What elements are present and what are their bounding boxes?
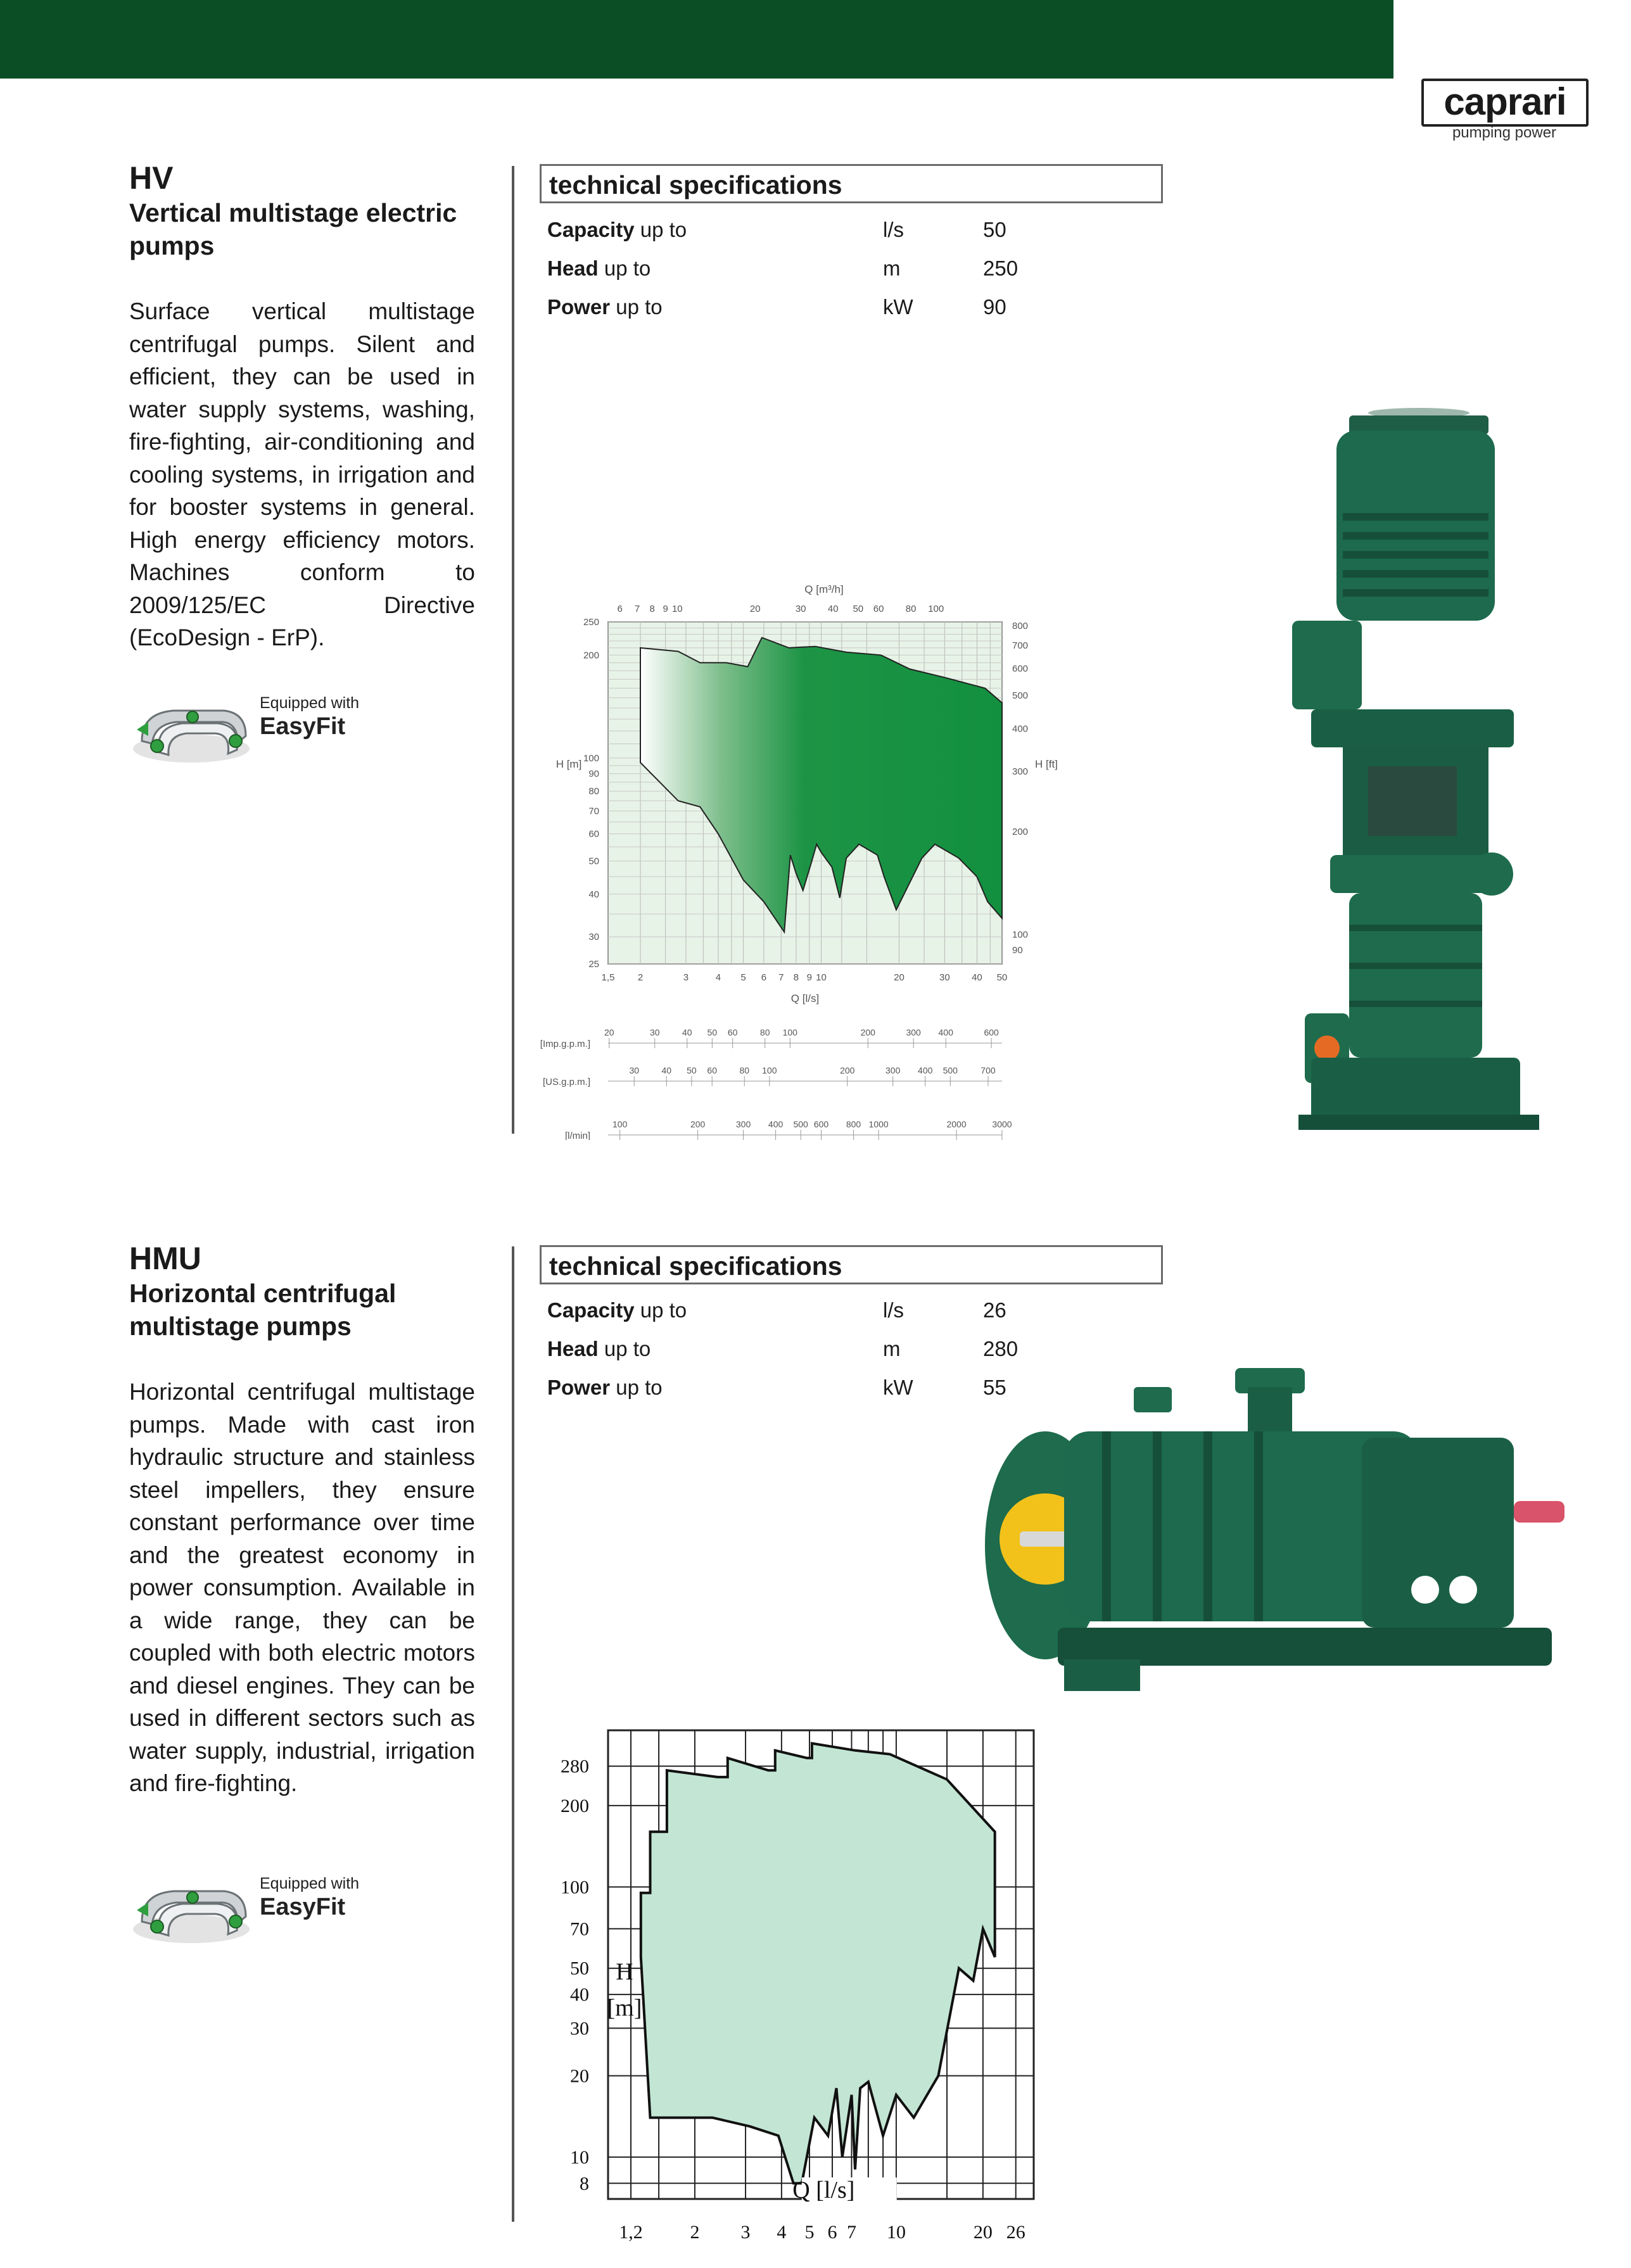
aux-tick-label: 60 bbox=[707, 1065, 717, 1075]
aux-tick-label: 600 bbox=[813, 1119, 829, 1129]
x-tick-label: 7 bbox=[778, 972, 784, 983]
spec-suffix: up to bbox=[598, 257, 651, 280]
x-tick-label: 9 bbox=[806, 972, 812, 983]
aux-tick-label: 60 bbox=[727, 1027, 738, 1037]
x-tick-label: 10 bbox=[816, 972, 827, 983]
y-tick-label: 70 bbox=[588, 806, 599, 817]
badge-caption: Equipped with bbox=[260, 1875, 360, 1892]
hv-performance-chart bbox=[519, 570, 1178, 1140]
x-tick-label: 3 bbox=[683, 972, 689, 983]
hv-model-name: HV bbox=[129, 160, 174, 196]
top-tick-label: 7 bbox=[634, 604, 640, 614]
x-tick-label: 10 bbox=[886, 2222, 906, 2243]
aux-tick-label: 400 bbox=[768, 1119, 784, 1129]
y-tick-label: 100 bbox=[583, 752, 599, 764]
y-tick-label: 8 bbox=[580, 2173, 589, 2195]
top-tick-label: 20 bbox=[749, 604, 761, 614]
top-tick-label: 100 bbox=[928, 604, 944, 614]
aux-tick-label: 500 bbox=[942, 1065, 958, 1075]
y-tick-label: 250 bbox=[583, 617, 599, 628]
spec-unit: kW bbox=[883, 295, 913, 319]
horizontal-pump-photo bbox=[969, 1362, 1583, 1716]
x-axis-title: Q [l/s] bbox=[792, 2177, 855, 2203]
aux-tick-label: 100 bbox=[762, 1065, 777, 1075]
spec-label: Power bbox=[547, 295, 611, 319]
aux-tick-label: 700 bbox=[981, 1065, 996, 1075]
hmu-spec-capacity bbox=[547, 1298, 1117, 1330]
header-band bbox=[0, 0, 1393, 79]
aux-tick-label: 30 bbox=[649, 1027, 660, 1037]
hmu-easyfit-badge bbox=[129, 1873, 395, 1949]
spec-suffix: up to bbox=[610, 295, 663, 319]
aux-tick-label: 50 bbox=[707, 1027, 718, 1037]
y-tick-label: 40 bbox=[570, 1984, 589, 2006]
x-tick-label: 4 bbox=[715, 972, 721, 983]
aux-tick-label: 800 bbox=[846, 1119, 861, 1129]
aux-tick-label: 400 bbox=[918, 1065, 933, 1075]
x-tick-label: 4 bbox=[777, 2222, 787, 2243]
top-tick-label: 30 bbox=[795, 604, 806, 614]
top-axis-title: Q [m³/h] bbox=[804, 583, 844, 595]
spec-unit: m bbox=[883, 1337, 901, 1360]
aux-tick-label: 100 bbox=[782, 1027, 797, 1037]
aux-tick-label: 80 bbox=[739, 1065, 750, 1075]
spec-title: technical specifications bbox=[549, 170, 842, 200]
top-tick-label: 80 bbox=[905, 604, 917, 614]
hv-spec-power bbox=[547, 295, 1117, 327]
y-axis-unit: [m] bbox=[607, 1994, 642, 2022]
aux-tick-label: 200 bbox=[840, 1065, 855, 1075]
y2-tick-label: 800 bbox=[1012, 620, 1029, 631]
aux-tick-label: 600 bbox=[984, 1027, 999, 1037]
spec-label: Capacity bbox=[547, 218, 635, 241]
x-tick-label: 20 bbox=[894, 972, 904, 983]
spec-value: 26 bbox=[983, 1298, 1006, 1322]
y-tick-label: 10 bbox=[570, 2146, 589, 2168]
y-tick-label: 50 bbox=[588, 856, 599, 867]
x-tick-label: 5 bbox=[740, 972, 746, 983]
aux-tick-label: 50 bbox=[687, 1065, 697, 1075]
aux-tick-label: 300 bbox=[735, 1119, 751, 1129]
aux-tick-label: 300 bbox=[885, 1065, 901, 1075]
spec-unit: l/s bbox=[883, 1298, 904, 1322]
spec-label: Power bbox=[547, 1376, 611, 1399]
top-tick-label: 10 bbox=[671, 604, 683, 614]
hv-subtitle: Vertical multistage electric pumps bbox=[129, 198, 457, 260]
y-tick-label: 70 bbox=[570, 1918, 589, 1940]
spec-value: 90 bbox=[983, 295, 1006, 319]
badge-title: EasyFit bbox=[260, 1894, 346, 1920]
y-tick-label: 30 bbox=[570, 2018, 589, 2039]
spec-label: Capacity bbox=[547, 1298, 635, 1322]
aux-tick-label: 200 bbox=[860, 1027, 875, 1037]
spec-title: technical specifications bbox=[549, 1251, 842, 1281]
spec-value: 250 bbox=[983, 257, 1019, 280]
easyfit-clamp-icon bbox=[129, 697, 253, 766]
x-axis-title: Q [l/s] bbox=[790, 992, 820, 1004]
y2-tick-label: 100 bbox=[1012, 929, 1029, 941]
top-tick-label: 40 bbox=[827, 604, 839, 614]
hmu-model-name: HMU bbox=[129, 1241, 201, 1276]
y-tick-label: 200 bbox=[583, 650, 599, 661]
y2-tick-label: 400 bbox=[1012, 723, 1029, 735]
y2-tick-label: 600 bbox=[1012, 663, 1029, 675]
spec-unit: m bbox=[883, 257, 901, 280]
aux-tick-label: 40 bbox=[682, 1027, 692, 1037]
spec-unit: kW bbox=[883, 1376, 913, 1399]
spec-suffix: up to bbox=[610, 1376, 663, 1399]
aux-tick-label: 80 bbox=[759, 1027, 770, 1037]
x-tick-label: 2 bbox=[637, 972, 644, 983]
spec-suffix: up to bbox=[598, 1337, 651, 1360]
spec-label: Head bbox=[547, 1337, 599, 1360]
spec-value: 280 bbox=[983, 1337, 1019, 1360]
hmu-divider bbox=[512, 1246, 514, 2222]
aux-tick-label: 400 bbox=[938, 1027, 953, 1037]
logo-text: caprari bbox=[1444, 80, 1566, 123]
aux-tick-label: 3000 bbox=[992, 1119, 1012, 1129]
y2-tick-label: 700 bbox=[1012, 640, 1029, 652]
logo-tagline: pumping power bbox=[1452, 124, 1557, 141]
x-tick-label: 5 bbox=[804, 2222, 815, 2243]
y-tick-label: 80 bbox=[588, 786, 599, 797]
y2-axis-title: H [ft] bbox=[1035, 758, 1058, 770]
y-axis-title: H bbox=[616, 1958, 633, 1986]
y2-tick-label: 90 bbox=[1012, 945, 1023, 956]
y-tick-label: 100 bbox=[561, 1877, 589, 1898]
y-axis-title: H [m] bbox=[555, 758, 582, 770]
y-tick-label: 25 bbox=[588, 959, 599, 970]
aux-scale-label: [US.g.p.m.] bbox=[542, 1077, 590, 1087]
badge-caption: Equipped with bbox=[260, 694, 360, 712]
x-tick-label: 40 bbox=[972, 972, 982, 983]
badge-title: EasyFit bbox=[260, 713, 346, 740]
hv-spec-header bbox=[540, 164, 1163, 203]
y2-tick-label: 300 bbox=[1012, 766, 1029, 777]
x-tick-label: 8 bbox=[793, 972, 799, 983]
y-tick-label: 40 bbox=[588, 889, 599, 900]
x-tick-label: 50 bbox=[996, 972, 1008, 983]
hv-description: Surface vertical multistage centrifugal pumps. Silent and efficient, they can be used in water supply systems, washing, fire-fighting, air-conditioning and cooling systems, in irrigation and for booster systems in general. High energy efficiency motors. Machines conform to 2009/125/EC Directive (EcoDesign - ErP). bbox=[129, 298, 475, 650]
spec-value: 50 bbox=[983, 218, 1006, 241]
aux-scale-label: [l/min] bbox=[564, 1131, 590, 1140]
x-tick-label: 6 bbox=[761, 972, 767, 983]
hv-spec-head bbox=[547, 257, 1117, 288]
aux-tick-label: 500 bbox=[793, 1119, 808, 1129]
top-tick-label: 8 bbox=[649, 604, 655, 614]
aux-tick-label: 1000 bbox=[868, 1119, 889, 1129]
y-tick-label: 50 bbox=[570, 1958, 589, 1979]
y-tick-label: 30 bbox=[588, 932, 599, 943]
x-tick-label: 1,2 bbox=[619, 2222, 643, 2243]
x-tick-label: 3 bbox=[740, 2222, 751, 2243]
hv-easyfit-badge bbox=[129, 693, 395, 769]
x-tick-label: 7 bbox=[846, 2222, 856, 2243]
brand-logo bbox=[1421, 79, 1589, 127]
x-tick-label: 30 bbox=[939, 972, 950, 983]
x-tick-label: 6 bbox=[827, 2222, 837, 2243]
top-tick-label: 9 bbox=[663, 604, 668, 614]
x-tick-label: 1,5 bbox=[601, 972, 615, 983]
hmu-subtitle: Horizontal centrifugal multistage pumps bbox=[129, 1279, 397, 1341]
hmu-performance-chart bbox=[532, 1723, 1070, 2248]
aux-tick-label: 300 bbox=[906, 1027, 921, 1037]
y-tick-label: 280 bbox=[561, 1756, 589, 1777]
x-tick-label: 2 bbox=[690, 2222, 700, 2243]
y2-tick-label: 200 bbox=[1012, 826, 1029, 837]
hv-spec-capacity bbox=[547, 218, 1117, 250]
top-tick-label: 60 bbox=[873, 604, 884, 614]
aux-tick-label: 2000 bbox=[946, 1119, 967, 1129]
hmu-spec-header bbox=[540, 1245, 1163, 1284]
aux-scale-label: [Imp.g.p.m.] bbox=[540, 1039, 590, 1049]
x-tick-label: 26 bbox=[1006, 2222, 1025, 2243]
aux-tick-label: 200 bbox=[690, 1119, 706, 1129]
y-tick-label: 200 bbox=[561, 1795, 589, 1816]
spec-label: Head bbox=[547, 257, 599, 280]
spec-unit: l/s bbox=[883, 218, 904, 241]
hv-divider bbox=[512, 166, 514, 1134]
spec-suffix: up to bbox=[634, 1298, 687, 1322]
top-tick-label: 50 bbox=[853, 604, 864, 614]
easyfit-clamp-icon bbox=[129, 1877, 253, 1947]
hmu-description: Horizontal centrifugal multistage pumps. Made with cast iron hydraulic structure and stainless steel impellers, they ensure constant performance over time and the greatest economy in power consumption. Available in a wide range, they can be coupled with both electric motors and diesel engines. They can be used in different sectors such as water supply, industrial, irrigation and fire-fighting. bbox=[129, 1379, 475, 1796]
spec-value: 55 bbox=[983, 1376, 1006, 1399]
y-tick-label: 90 bbox=[588, 768, 599, 780]
y2-tick-label: 500 bbox=[1012, 690, 1029, 702]
y-tick-label: 20 bbox=[570, 2065, 589, 2087]
vertical-pump-photo bbox=[1273, 405, 1558, 1140]
aux-tick-label: 40 bbox=[661, 1065, 672, 1075]
aux-tick-label: 30 bbox=[629, 1065, 640, 1075]
top-tick-label: 6 bbox=[617, 604, 623, 614]
y-tick-label: 60 bbox=[588, 828, 599, 840]
aux-tick-label: 20 bbox=[604, 1027, 614, 1037]
aux-tick-label: 100 bbox=[612, 1119, 628, 1129]
spec-suffix: up to bbox=[634, 218, 687, 241]
x-tick-label: 20 bbox=[973, 2222, 993, 2243]
